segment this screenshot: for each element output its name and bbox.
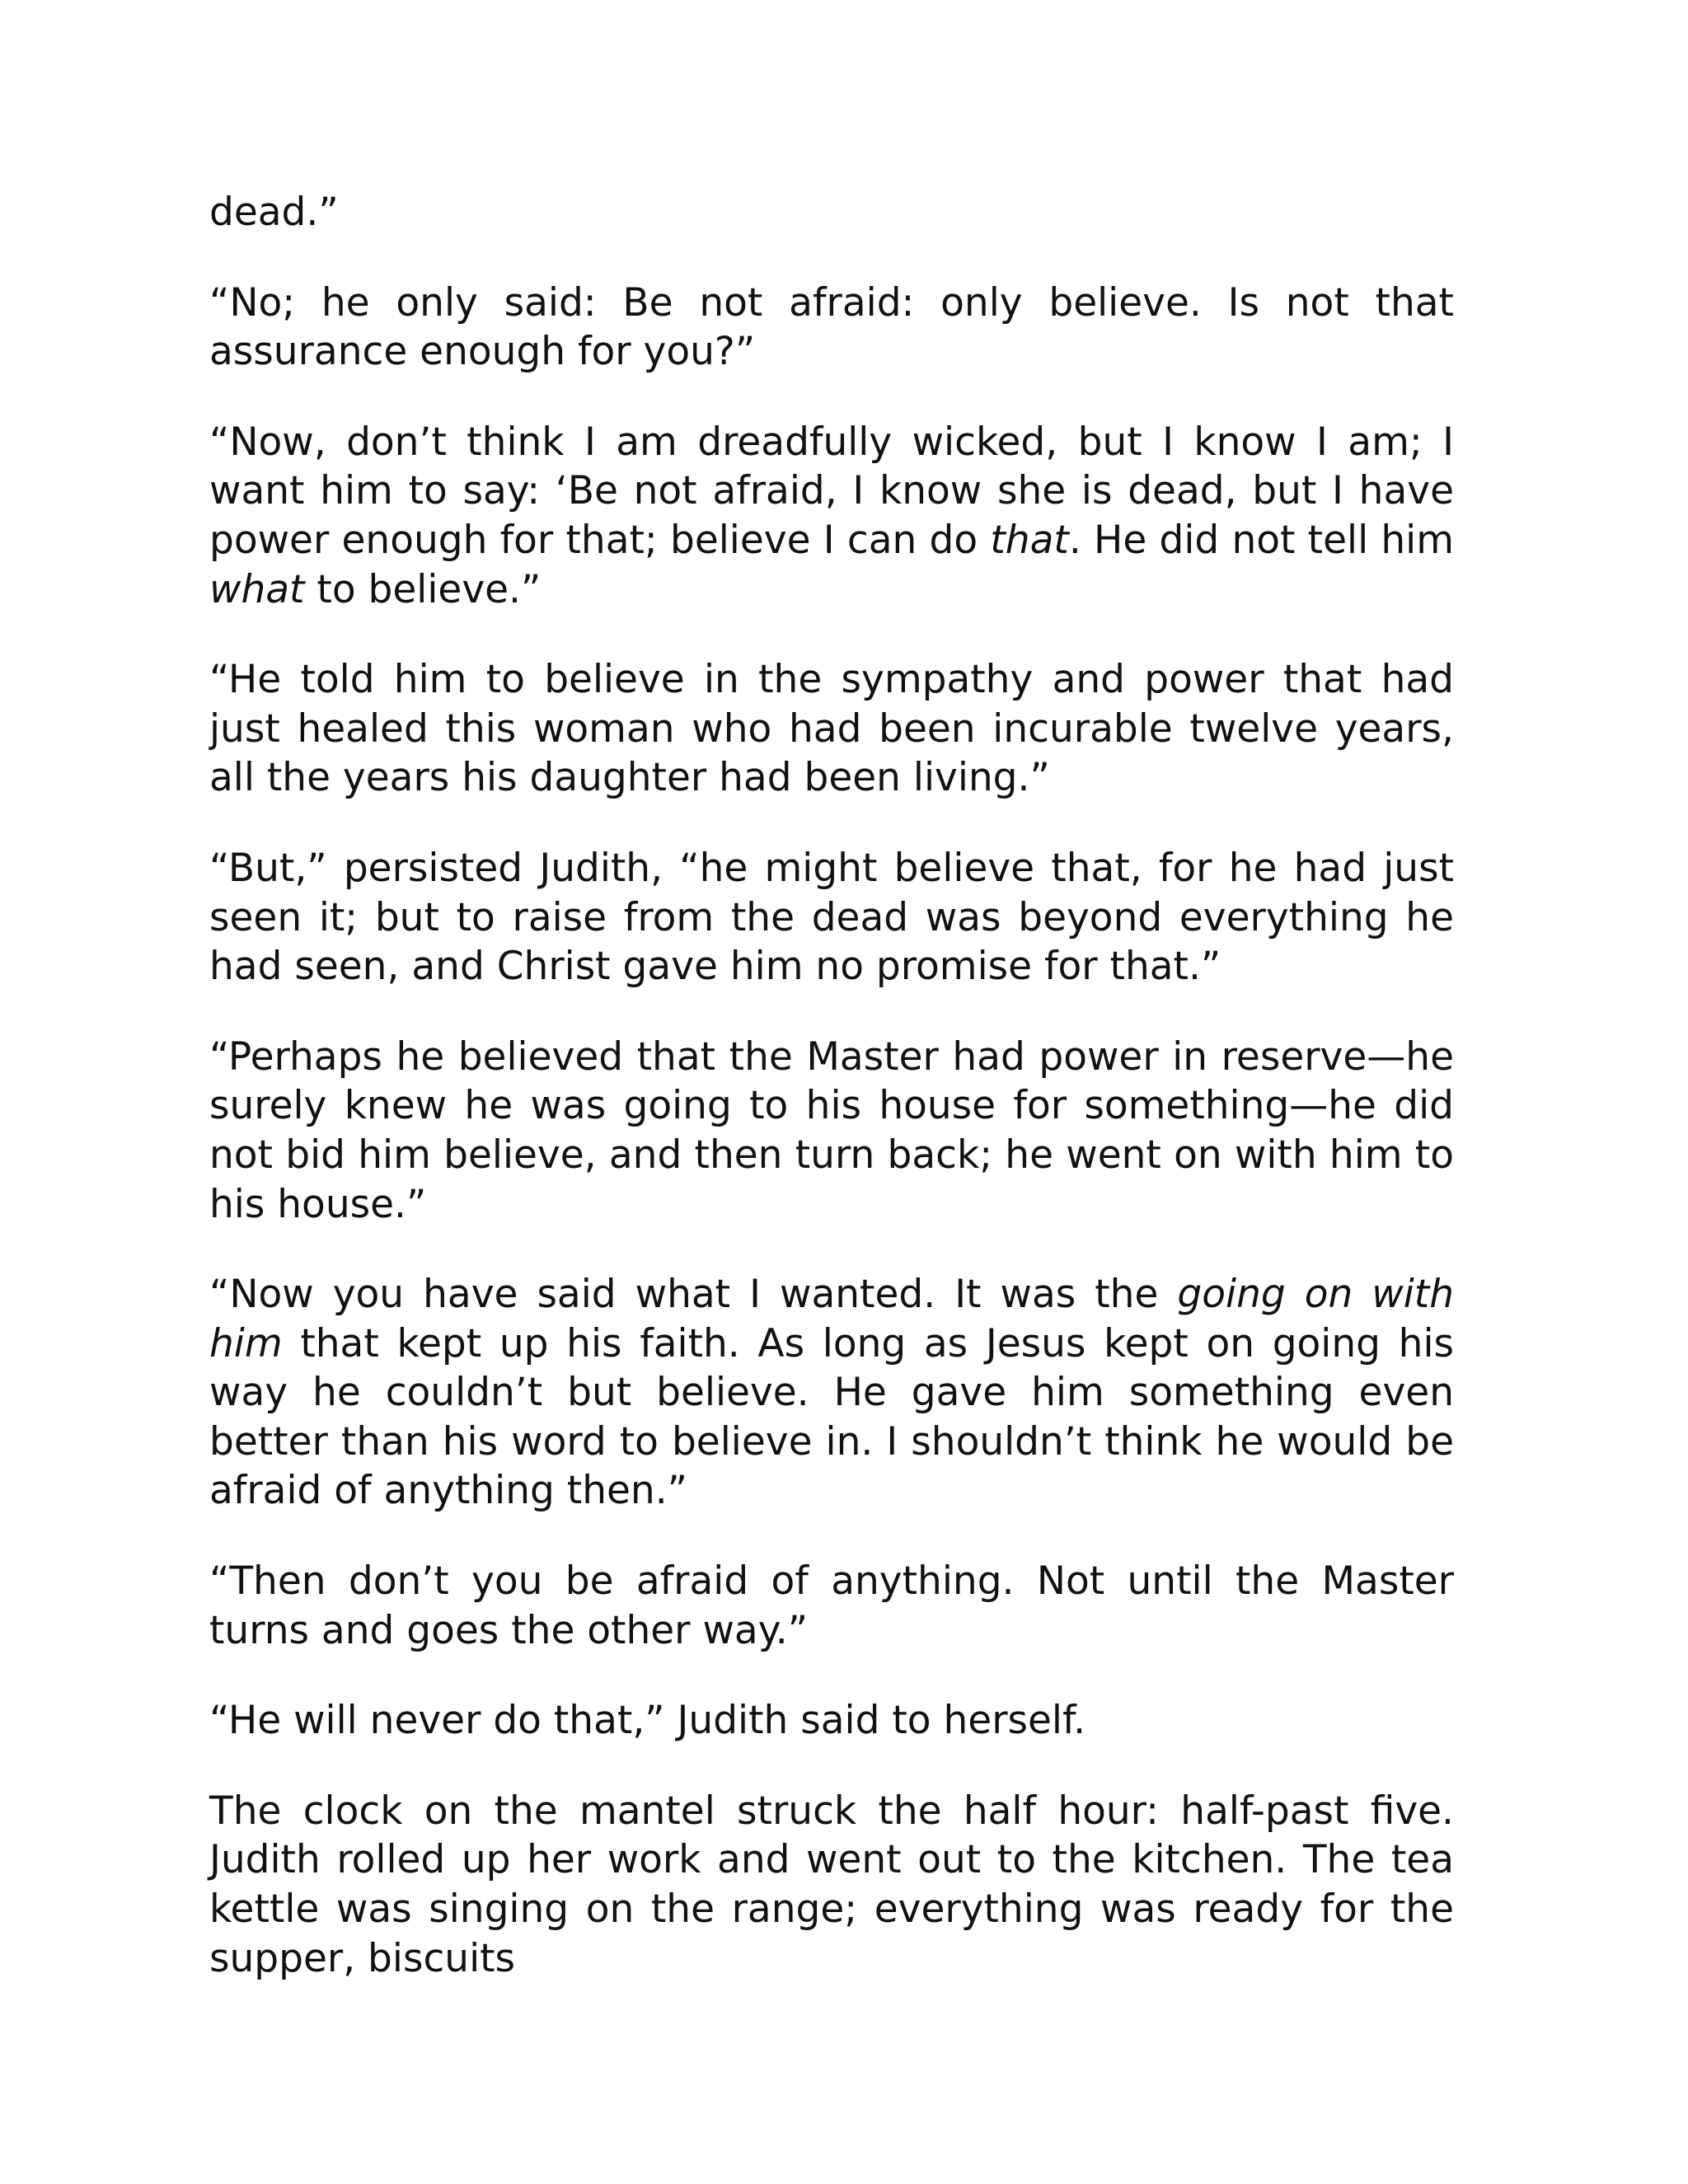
paragraph bbox=[209, 418, 1454, 614]
text-segment: “But,” persisted Judith, “he might believe that, for he had just seen it; but to raise from the dead was beyond everything he had seen, and Christ gave him no promise for that.” bbox=[209, 845, 1454, 990]
text-segment: “No; he only said: Be not afraid: only believe. Is not that assurance enough for you?” bbox=[209, 279, 1454, 375]
paragraph bbox=[209, 1270, 1454, 1516]
paragraph bbox=[209, 188, 1454, 237]
text-segment: dead.” bbox=[209, 190, 339, 235]
text-segment: “Now you have said what I wanted. It was the bbox=[209, 1272, 1178, 1318]
paragraph bbox=[209, 279, 1454, 377]
text-segment: to believe.” bbox=[304, 566, 542, 612]
paragraph bbox=[209, 844, 1454, 991]
text-segment: “Perhaps he believed that the Master had power in reserve—he surely knew he was going to his house for something—he did not bid him believe, and then turn back; he went on with him to his house.” bbox=[209, 1033, 1454, 1227]
italic-text-segment: what bbox=[209, 566, 305, 612]
text-segment: The clock on the mantel struck the half hour: half-past five. Judith rolled up her work and went out to the kitchen. The tea kettle was singing on the range; everything was ready for the supper, biscuits bbox=[209, 1788, 1454, 1981]
paragraph bbox=[209, 655, 1454, 803]
text-segment: . He did not tell him bbox=[1068, 517, 1454, 563]
text-segment: “He told him to believe in the sympathy and power that had just healed this woman who had been incurable twelve years, all the years his daughter had been living.” bbox=[209, 657, 1454, 801]
paragraph bbox=[209, 1033, 1454, 1229]
paragraph bbox=[209, 1557, 1454, 1655]
text-segment: “Then don’t you be afraid of anything. Not until the Master turns and goes the other way.” bbox=[209, 1558, 1454, 1653]
text-segment: “Now, don’t think I am dreadfully wicked, but I know I am; I want him to say: ‘Be not afraid, I know she is dead, but I have power enough for that; believe I can do bbox=[209, 419, 1454, 563]
paragraph bbox=[209, 1696, 1454, 1746]
italic-text-segment: that bbox=[990, 517, 1069, 563]
paragraph bbox=[209, 1787, 1454, 1983]
document-page bbox=[209, 188, 1454, 1983]
text-segment: that kept up his faith. As long as Jesus kept on going his way he couldn’t but believe. He gave him something even better than his word to believe in. I shouldn’t think he would be afraid of anything then.” bbox=[209, 1320, 1454, 1514]
text-segment: “He will never do that,” Judith said to herself. bbox=[209, 1698, 1086, 1744]
italic-text-segment: going on with him bbox=[209, 1272, 1454, 1366]
